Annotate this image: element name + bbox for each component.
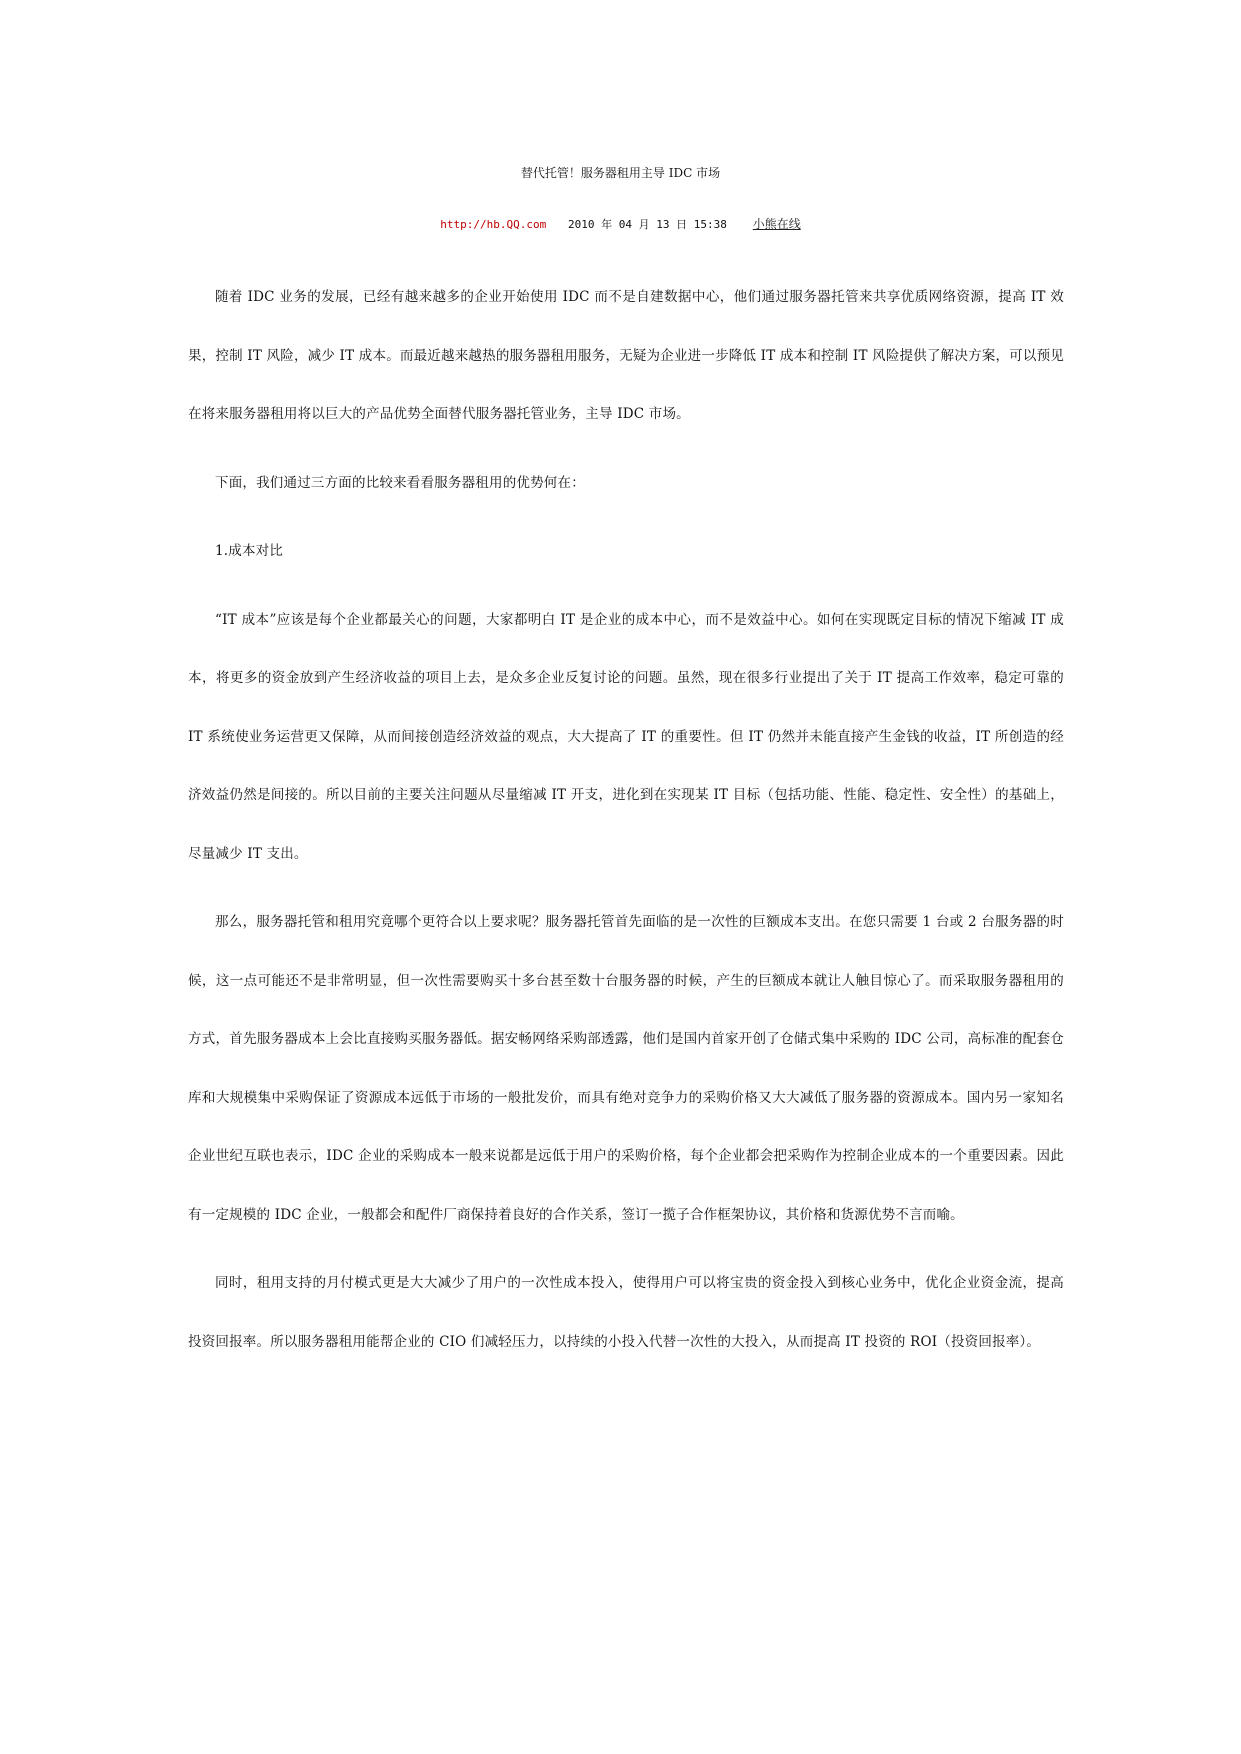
paragraph-it-cost: “IT 成本”应该是每个企业都最关心的问题，大家都明白 IT 是企业的成本中心，而不是效益中心。如何在实现既定目标的情况下缩减 IT 成本，将更多的资金放到产生经济收益的项目上去，是众多企业反复讨论的问题。虽然，现在很多行业提出了关于 IT 提高工作效率，稳定可靠的 IT 系统使业务运营更又保障，从而间接创造经济效益的观点，大大提高了 IT 的重要性。但 IT 仍然并未能直接产生金钱的收益，IT 所创造的经济效益仍然是间接的。所以目前的主要关注问题从尽量缩减 IT 开支，进化到在实现某 IT 目标（包括功能、性能、稳定性、安全性）的基础上，尽量减少 IT 支出。	[188, 611, 1064, 862]
author-link[interactable]: 小熊在线	[752, 217, 801, 231]
article-meta	[0, 216, 1241, 233]
paragraph-hosting-vs-rental: 那么，服务器托管和租用究竟哪个更符合以上要求呢？服务器托管首先面临的是一次性的巨额成本支出。在您只需要 1 台或 2 台服务器的时候，这一点可能还不是非常明显，但一次性需要购买十多台甚至数十台服务器的时候，产生的巨额成本就让人触目惊心了。而采取服务器租用的方式，首先服务器成本上会比直接购买服务器低。据安畅网络采购部透露，他们是国内首家开创了仓储式集中采购的 IDC 公司，高标准的配套仓库和大规模集中采购保证了资源成本远低于市场的一般批发价，而具有绝对竞争力的采购价格又大大减低了服务器的资源成本。国内另一家知名企业世纪互联也表示，IDC 企业的采购成本一般来说都是远低于用户的采购价格，每个企业都会把采购作为控制企业成本的一个重要因素。因此有一定规模的 IDC 企业，一般都会和配件厂商保持着良好的合作关系，签订一揽子合作框架协议，其价格和货源优势不言而喻。	[188, 914, 1064, 1223]
publish-date: 2010 年 04 月 13 日 15:38	[568, 218, 727, 231]
paragraph-intro: 随着 IDC 业务的发展，已经有越来越多的企业开始使用 IDC 而不是自建数据中心，他们通过服务器托管来共享优质网络资源，提高 IT 效果，控制 IT 风险，减少 IT 成本。而最近越来越热的服务器租用服务，无疑为企业进一步降低 IT 成本和控制 IT 风险提供了解决方案，可以预见在将来服务器租用将以巨大的产品优势全面替代服务器托管业务，主导 IDC 市场。	[188, 289, 1064, 422]
section-heading-cost: 1.成本对比	[215, 543, 284, 559]
article-title: 替代托管！服务器租用主导 IDC 市场	[520, 166, 721, 180]
paragraph-lead-in: 下面，我们通过三方面的比较来看看服务器租用的优势何在：	[215, 474, 585, 491]
source-url: http://hb.QQ.com	[440, 218, 547, 231]
paragraph-monthly-payment: 同时，租用支持的月付模式更是大大减少了用户的一次性成本投入，使得用户可以将宝贵的资金投入到核心业务中，优化企业资金流，提高投资回报率。所以服务器租用能帮企业的 CIO 们减轻压力，以持续的小投入代替一次性的大投入，从而提高 IT 投资的 ROI（投资回报率）。	[188, 1275, 1064, 1350]
article-body	[188, 268, 1064, 1381]
